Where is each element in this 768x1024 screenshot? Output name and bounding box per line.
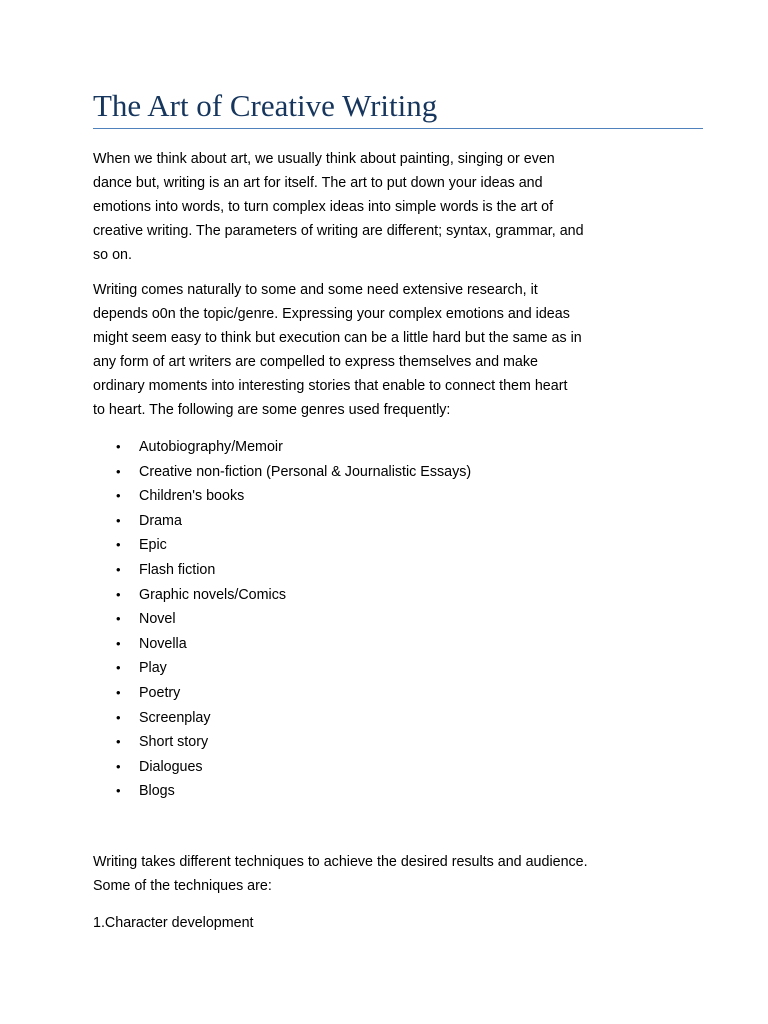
genre-label: Play [139, 660, 167, 677]
genre-label: Creative non-fiction (Personal & Journalistic Essays) [139, 463, 472, 480]
genre-label: Screenplay [139, 709, 211, 726]
paragraph-genres-intro [93, 278, 705, 423]
paragraph-line: creative writing. The parameters of writing are different; syntax, grammar, and [93, 223, 584, 240]
bullet-icon: • [116, 488, 121, 504]
bullet-icon: • [116, 611, 121, 627]
list-item [93, 779, 693, 804]
list-item [93, 509, 693, 534]
genre-label: Novella [139, 635, 187, 652]
paragraph-intro [93, 147, 705, 267]
genre-label: Autobiography/Memoir [139, 439, 283, 455]
bullet-icon: • [116, 734, 121, 750]
list-item [93, 607, 693, 632]
paragraph-techniques-intro [93, 850, 705, 898]
numbered-technique [93, 911, 705, 935]
list-item [93, 656, 693, 681]
bullet-icon: • [116, 463, 121, 479]
list-item [93, 706, 693, 731]
bullet-icon: • [116, 537, 121, 553]
paragraph-line: 1.Character development [93, 915, 254, 931]
bullet-icon: • [116, 783, 121, 799]
genre-label: Graphic novels/Comics [139, 586, 286, 603]
paragraph-line: might seem easy to think but execution can be a little hard but the same as in [93, 330, 582, 347]
list-item [93, 755, 693, 780]
genre-label: Drama [139, 512, 182, 529]
list-item [93, 632, 693, 657]
document-title: The Art of Creative Writing [93, 88, 438, 123]
genre-label: Dialogues [139, 758, 203, 775]
bullet-icon: • [116, 561, 121, 577]
bullet-icon: • [116, 660, 121, 676]
list-item [93, 484, 693, 509]
paragraph-line: dance but, writing is an art for itself. The art to put down your ideas and [93, 175, 543, 192]
list-item [93, 558, 693, 583]
bullet-icon: • [116, 709, 121, 725]
genre-label: Short story [139, 734, 209, 751]
paragraph-line: depends o0n the topic/genre. Expressing your complex emotions and ideas [93, 306, 570, 323]
list-item [93, 435, 693, 460]
paragraph-line: ordinary moments into interesting stories that enable to connect them heart [93, 378, 568, 395]
paragraph-line: Writing comes naturally to some and some need extensive research, it [93, 282, 538, 298]
paragraph-line: emotions into words, to turn complex ideas into simple words is the art of [93, 199, 554, 216]
paragraph-line: to heart. The following are some genres used frequently: [93, 402, 451, 419]
genre-label: Novel [139, 611, 176, 628]
genre-bullet-list [93, 435, 693, 804]
bullet-icon: • [116, 586, 121, 602]
genre-label: Flash fiction [139, 561, 216, 578]
genre-label: Blogs [139, 783, 175, 800]
bullet-icon: • [116, 758, 121, 774]
paragraph-line: any form of art writers are compelled to express themselves and make [93, 354, 538, 371]
bullet-icon: • [116, 635, 121, 651]
list-item [93, 460, 693, 485]
paragraph-line: so on. [93, 247, 132, 264]
paragraph-line: Some of the techniques are: [93, 878, 272, 895]
list-item [93, 681, 693, 706]
list-item [93, 730, 693, 755]
title-underline-rule [93, 128, 703, 129]
genre-label: Poetry [139, 684, 181, 701]
bullet-icon: • [116, 684, 121, 700]
genre-label: Children's books [139, 488, 245, 505]
bullet-icon: • [116, 439, 121, 454]
list-item [93, 533, 693, 558]
genre-label: Epic [139, 537, 167, 554]
paragraph-line: Writing takes different techniques to achieve the desired results and audience. [93, 854, 588, 870]
bullet-icon: • [116, 512, 121, 528]
list-item [93, 583, 693, 608]
paragraph-line: When we think about art, we usually think about painting, singing or even [93, 151, 555, 167]
